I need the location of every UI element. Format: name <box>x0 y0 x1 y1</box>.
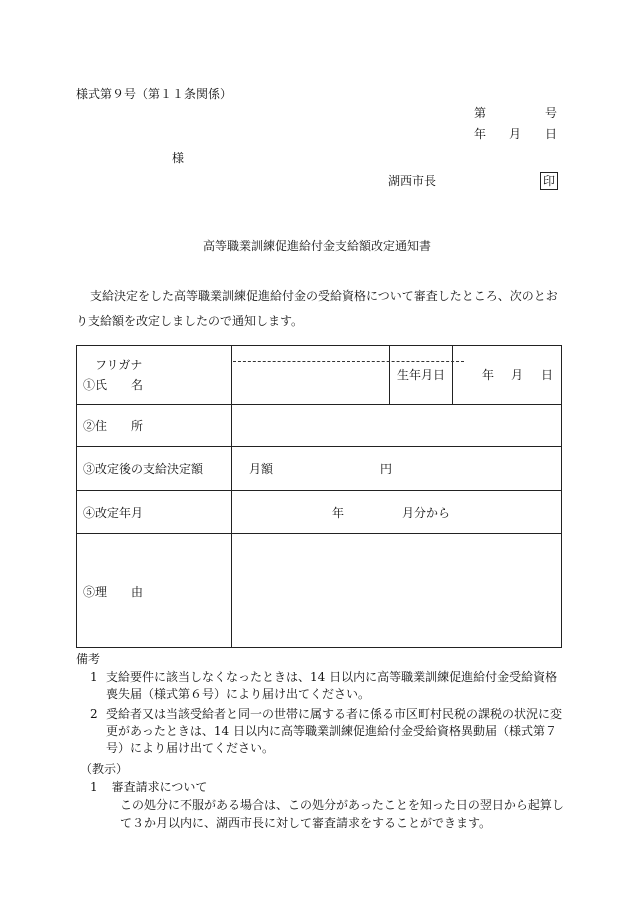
table-rule <box>389 346 390 404</box>
instruction-section <box>80 762 570 832</box>
intro-paragraph <box>76 284 560 334</box>
note-text: 受給者又は当該受給者と同一の世帯に属する者に係る市区町村民税の課税の状況に変更があったときは、14 日以内に高等職業訓練促進給付金受給資格異動届（様式第７号）により届け出てください。 <box>106 707 563 755</box>
date-day: 日 <box>545 127 558 141</box>
table-rule <box>231 346 232 647</box>
table-rule <box>77 446 561 447</box>
table-rule <box>452 346 453 404</box>
instruction-item <box>80 780 570 832</box>
monthly-label: 月額 <box>249 462 274 476</box>
table-rule <box>77 404 561 405</box>
table-rule <box>77 490 561 491</box>
note-number: 1 <box>90 670 98 684</box>
instruction-heading: （教示） <box>80 762 129 776</box>
note-text: 支給要件に該当しなくなったときは、14 日以内に高等職業訓練促進給付金受給資格喪失届（様式第６号）により届け出てください。 <box>106 670 558 701</box>
reason-label: ⑤理 由 <box>83 585 144 599</box>
instruction-number: 1 <box>90 780 98 794</box>
instruction-title: 審査請求について <box>111 780 208 794</box>
doc-number-prefix: 第 <box>474 106 487 120</box>
seal-mark: 印 <box>540 172 558 190</box>
furigana-dashed-line <box>233 361 464 362</box>
revision-label: ④改定年月 <box>83 506 144 520</box>
dob-day: 日 <box>541 368 554 382</box>
date-year: 年 <box>474 127 487 141</box>
yen-label: 円 <box>380 462 393 476</box>
dob-month: 月 <box>511 368 524 382</box>
name-label: ①氏 名 <box>83 378 144 392</box>
notes-section <box>76 652 566 757</box>
addressee-suffix: 様 <box>172 151 185 165</box>
furigana-label: フリガナ <box>95 358 143 372</box>
table-rule <box>77 533 561 534</box>
issuer-name: 湖西市長 <box>388 174 437 188</box>
dob-label: 生年月日 <box>397 368 446 382</box>
note-number: 2 <box>90 707 98 721</box>
instruction-text: この処分に不服がある場合は、この処分があったことを知った日の翌日から起算して３か月以内に、湖西市長に対して審査請求をすることができます。 <box>120 798 564 830</box>
date-month: 月 <box>509 127 522 141</box>
notes-heading: 備考 <box>76 652 101 666</box>
intro-text: 支給決定をした高等職業訓練促進給付金の受給資格について審査したところ、次のとおり支給額を改定しましたので通知します。 <box>76 289 558 328</box>
notification-table <box>76 345 562 648</box>
form-number: 様式第９号（第１１条関係） <box>76 87 233 101</box>
note-item <box>76 706 566 757</box>
dob-year: 年 <box>482 368 495 382</box>
revision-month-from: 月分から <box>402 506 451 520</box>
note-item <box>76 669 566 703</box>
document-title: 高等職業訓練促進給付金支給額改定通知書 <box>203 239 432 253</box>
amount-label: ③改定後の支給決定額 <box>83 462 204 476</box>
revision-year: 年 <box>332 506 345 520</box>
address-label: ②住 所 <box>83 419 144 433</box>
doc-number-suffix: 号 <box>545 106 558 120</box>
